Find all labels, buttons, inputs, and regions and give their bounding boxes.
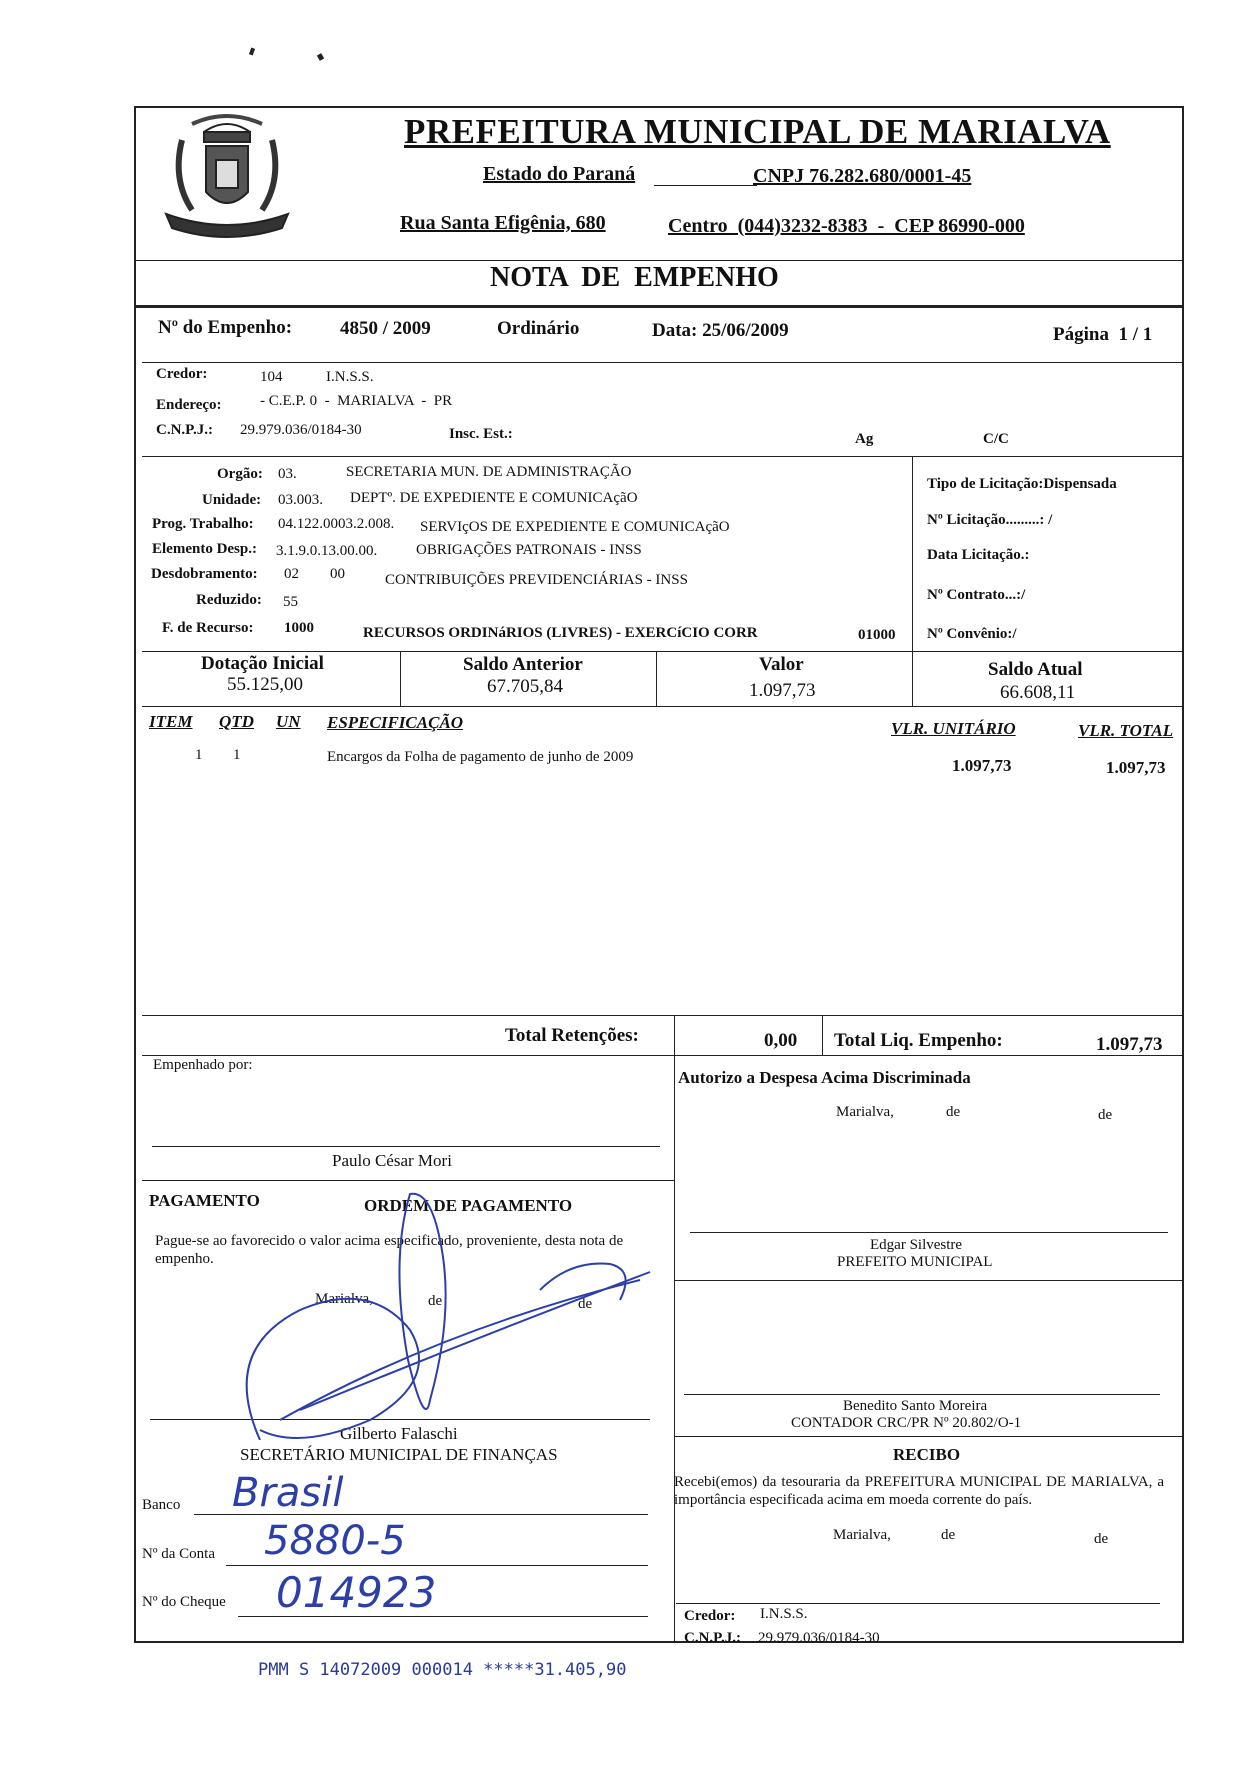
elemento-name: OBRIGAÇÕES PATRONAIS - INSS [416,542,642,558]
divider-v [656,651,657,706]
liquido-label: Total Liq. Empenho: [834,1030,1003,1051]
autorizo-signer-name: Edgar Silvestre [870,1237,963,1253]
retencoes-label: Total Retenções: [505,1025,639,1046]
empenho-number: 4850 / 2009 [340,318,431,339]
valor-value: 1.097,73 [749,680,816,701]
pagamento-de2: de [578,1296,593,1312]
divider [142,706,1184,707]
retencoes-value: 0,00 [764,1030,798,1051]
reduzido-value: 55 [283,594,298,610]
col-item: ITEM [149,712,193,731]
signature-line [152,1146,660,1147]
signature-line [690,1232,1168,1233]
autorizo-de2: de [1098,1107,1113,1123]
divider [142,1015,1184,1016]
desdobramento-label: Desdobramento: [151,566,258,582]
banco-label: Banco [142,1497,181,1513]
desdobramento-code-b: 00 [330,566,345,582]
unidade-name: DEPTº. DE EXPEDIENTE E COMUNICAçãO [350,490,638,506]
page-number: Página 1 / 1 [1053,324,1153,345]
coat-of-arms-logo [152,110,302,246]
signature-line [676,1603,1160,1604]
divider-v [400,651,401,706]
divider [142,362,1184,363]
credor-address: - C.E.P. 0 - MARIALVA - PR [260,393,453,409]
recibo-cnpj-value: 29.979.036/0184-30 [758,1630,880,1646]
orgao-name: SECRETARIA MUN. DE ADMINISTRAÇÃO [346,464,632,480]
tipo-licitacao: Tipo de Licitação:Dispensada [927,476,1117,492]
data-licitacao: Data Licitação.: [927,547,1030,563]
empenho-type: Ordinário [497,318,580,339]
banco-value: Brasil [232,1470,344,1516]
pagamento-place: Marialva, [315,1291,373,1307]
document-title: NOTA DE EMPENHO [490,262,779,293]
empenhado-label: Empenhado por: [153,1057,253,1073]
pagamento-signer-role: SECRETÁRIO MUNICIPAL DE FINANÇAS [240,1445,558,1464]
recibo-credor-value: I.N.S.S. [760,1606,808,1622]
cheque-label: Nº do Cheque [142,1594,226,1610]
autorizo-label: Autorizo a Despesa Acima Discriminada [678,1068,971,1087]
divider-v [674,1015,675,1055]
prog-code: 04.122.0003.2.008. [278,516,395,532]
prog-name: SERVIçOS DE EXPEDIENTE E COMUNICAçãO [420,519,730,535]
autorizo-signer-role: PREFEITO MUNICIPAL [837,1254,993,1270]
cc-label: C/C [983,431,1009,447]
saldo-anterior-label: Saldo Anterior [463,654,583,675]
scan-mark [249,48,255,56]
contador-role: CONTADOR CRC/PR Nº 20.802/O-1 [791,1415,1022,1431]
elemento-label: Elemento Desp.: [152,541,257,557]
divider [134,260,1184,261]
recibo-title: RECIBO [893,1445,961,1464]
conta-line [226,1565,648,1566]
recibo-place: Marialva, [833,1527,891,1543]
recibo-de2: de [1094,1531,1109,1547]
empenho-date: Data: 25/06/2009 [652,320,789,341]
divider [134,305,1184,308]
endereco-label: Endereço: [156,397,222,413]
divider [674,1436,1184,1437]
street-label: Rua Santa Efigênia, 680 [400,212,606,234]
state-label: Estado do Paraná [483,163,636,185]
credor-name: I.N.S.S. [326,369,374,385]
unidade-code: 03.003. [278,492,323,508]
page-title: PREFEITURA MUNICIPAL DE MARIALVA [404,112,1111,151]
credor-cnpj: 29.979.036/0184-30 [240,422,362,438]
numero-contrato: Nº Contrato...:/ [927,587,1026,603]
credor-label: Credor: [156,366,208,382]
col-qtd: QTD [219,712,254,731]
recurso-name: RECURSOS ORDINáRIOS (LIVRES) - EXERCíCIO CORR [363,625,758,641]
cnpj-field-label: C.N.P.J.: [156,422,213,438]
pagamento-text: Pague-se ao favorecido o valor acima especificado, proveniente, desta nota de empenho. [155,1233,624,1267]
autorizo-place: Marialva, [836,1104,894,1120]
ordem-pagamento-label: ORDEM DE PAGAMENTO [364,1196,573,1215]
state-underline [654,185,757,186]
address-label: Centro (044)3232-8383 - CEP 86990-000 [668,215,1025,237]
conta-value: 5880-5 [264,1518,406,1564]
credor-code: 104 [260,369,283,385]
numero-licitacao: Nº Licitação.........: / [927,512,1053,528]
divider-v [822,1015,823,1055]
table-row-spec: Encargos da Folha de pagamento de junho de 2009 [327,749,634,765]
liquido-value: 1.097,73 [1096,1034,1163,1055]
dotacao-label: Dotação Inicial [201,653,324,674]
handwritten-signature [240,1180,660,1440]
pagamento-label: PAGAMENTO [149,1191,260,1210]
numero-convenio: Nº Convênio:/ [927,626,1017,642]
signature-line [684,1394,1160,1395]
divider-v [674,1055,675,1643]
conta-label: Nº da Conta [142,1546,215,1562]
elemento-code: 3.1.9.0.13.00.00. [276,543,378,559]
cnpj-label: CNPJ 76.282.680/0001-45 [753,165,972,187]
cheque-value: 014923 [276,1568,437,1617]
pagamento-de1: de [428,1293,443,1309]
pagamento-signer-name: Gilberto Falaschi [340,1424,458,1443]
desdobramento-code-a: 02 [284,566,299,582]
recibo-text: Recebi(emos) da tesouraria da PREFEITURA MUNICIPAL DE MARIALVA, a importância especificada acima em moeda corrente do país. [674,1474,1164,1508]
divider [142,1055,1184,1056]
recurso-number: 01000 [858,627,896,643]
empenho-label: Nº do Empenho: [158,317,293,338]
divider-v [912,456,913,706]
col-vlr-unit: VLR. UNITÁRIO [891,719,1016,738]
empenhado-name: Paulo César Mori [332,1151,452,1170]
insc-label: Insc. Est.: [449,426,513,442]
recibo-cnpj-label: C.N.P.J.: [684,1630,741,1646]
unidade-label: Unidade: [202,492,262,508]
recibo-credor-label: Credor: [684,1608,736,1624]
recurso-label: F. de Recurso: [162,620,254,636]
table-row-vlr-total: 1.097,73 [1106,758,1166,777]
divider [142,456,1184,457]
saldo-atual-value: 66.608,11 [1000,682,1076,703]
dotacao-value: 55.125,00 [227,674,303,695]
scan-mark [317,53,324,61]
table-row-qtd: 1 [233,747,241,763]
recurso-code: 1000 [284,620,314,636]
prog-label: Prog. Trabalho: [152,516,254,532]
valor-label: Valor [759,654,804,675]
ag-label: Ag [855,431,874,447]
recibo-de1: de [941,1527,956,1543]
divider [142,651,1184,652]
orgao-label: Orgão: [217,466,263,482]
divider [674,1280,1184,1281]
saldo-anterior-value: 67.705,84 [487,676,563,697]
reduzido-label: Reduzido: [196,592,262,608]
table-row-item: 1 [195,747,203,763]
col-un: UN [276,712,301,731]
saldo-atual-label: Saldo Atual [988,659,1083,680]
desdobramento-name: CONTRIBUIÇÕES PREVIDENCIÁRIAS - INSS [385,572,688,588]
orgao-code: 03. [278,466,297,482]
autorizo-de1: de [946,1104,961,1120]
contador-name: Benedito Santo Moreira [843,1398,988,1414]
table-row-vlr-unit: 1.097,73 [952,756,1012,775]
col-spec: ESPECIFICAÇÃO [327,713,464,732]
col-vlr-total: VLR. TOTAL [1078,721,1174,740]
footer-stamp: PMM S 14072009 000014 *****31.405,90 [258,1660,627,1680]
